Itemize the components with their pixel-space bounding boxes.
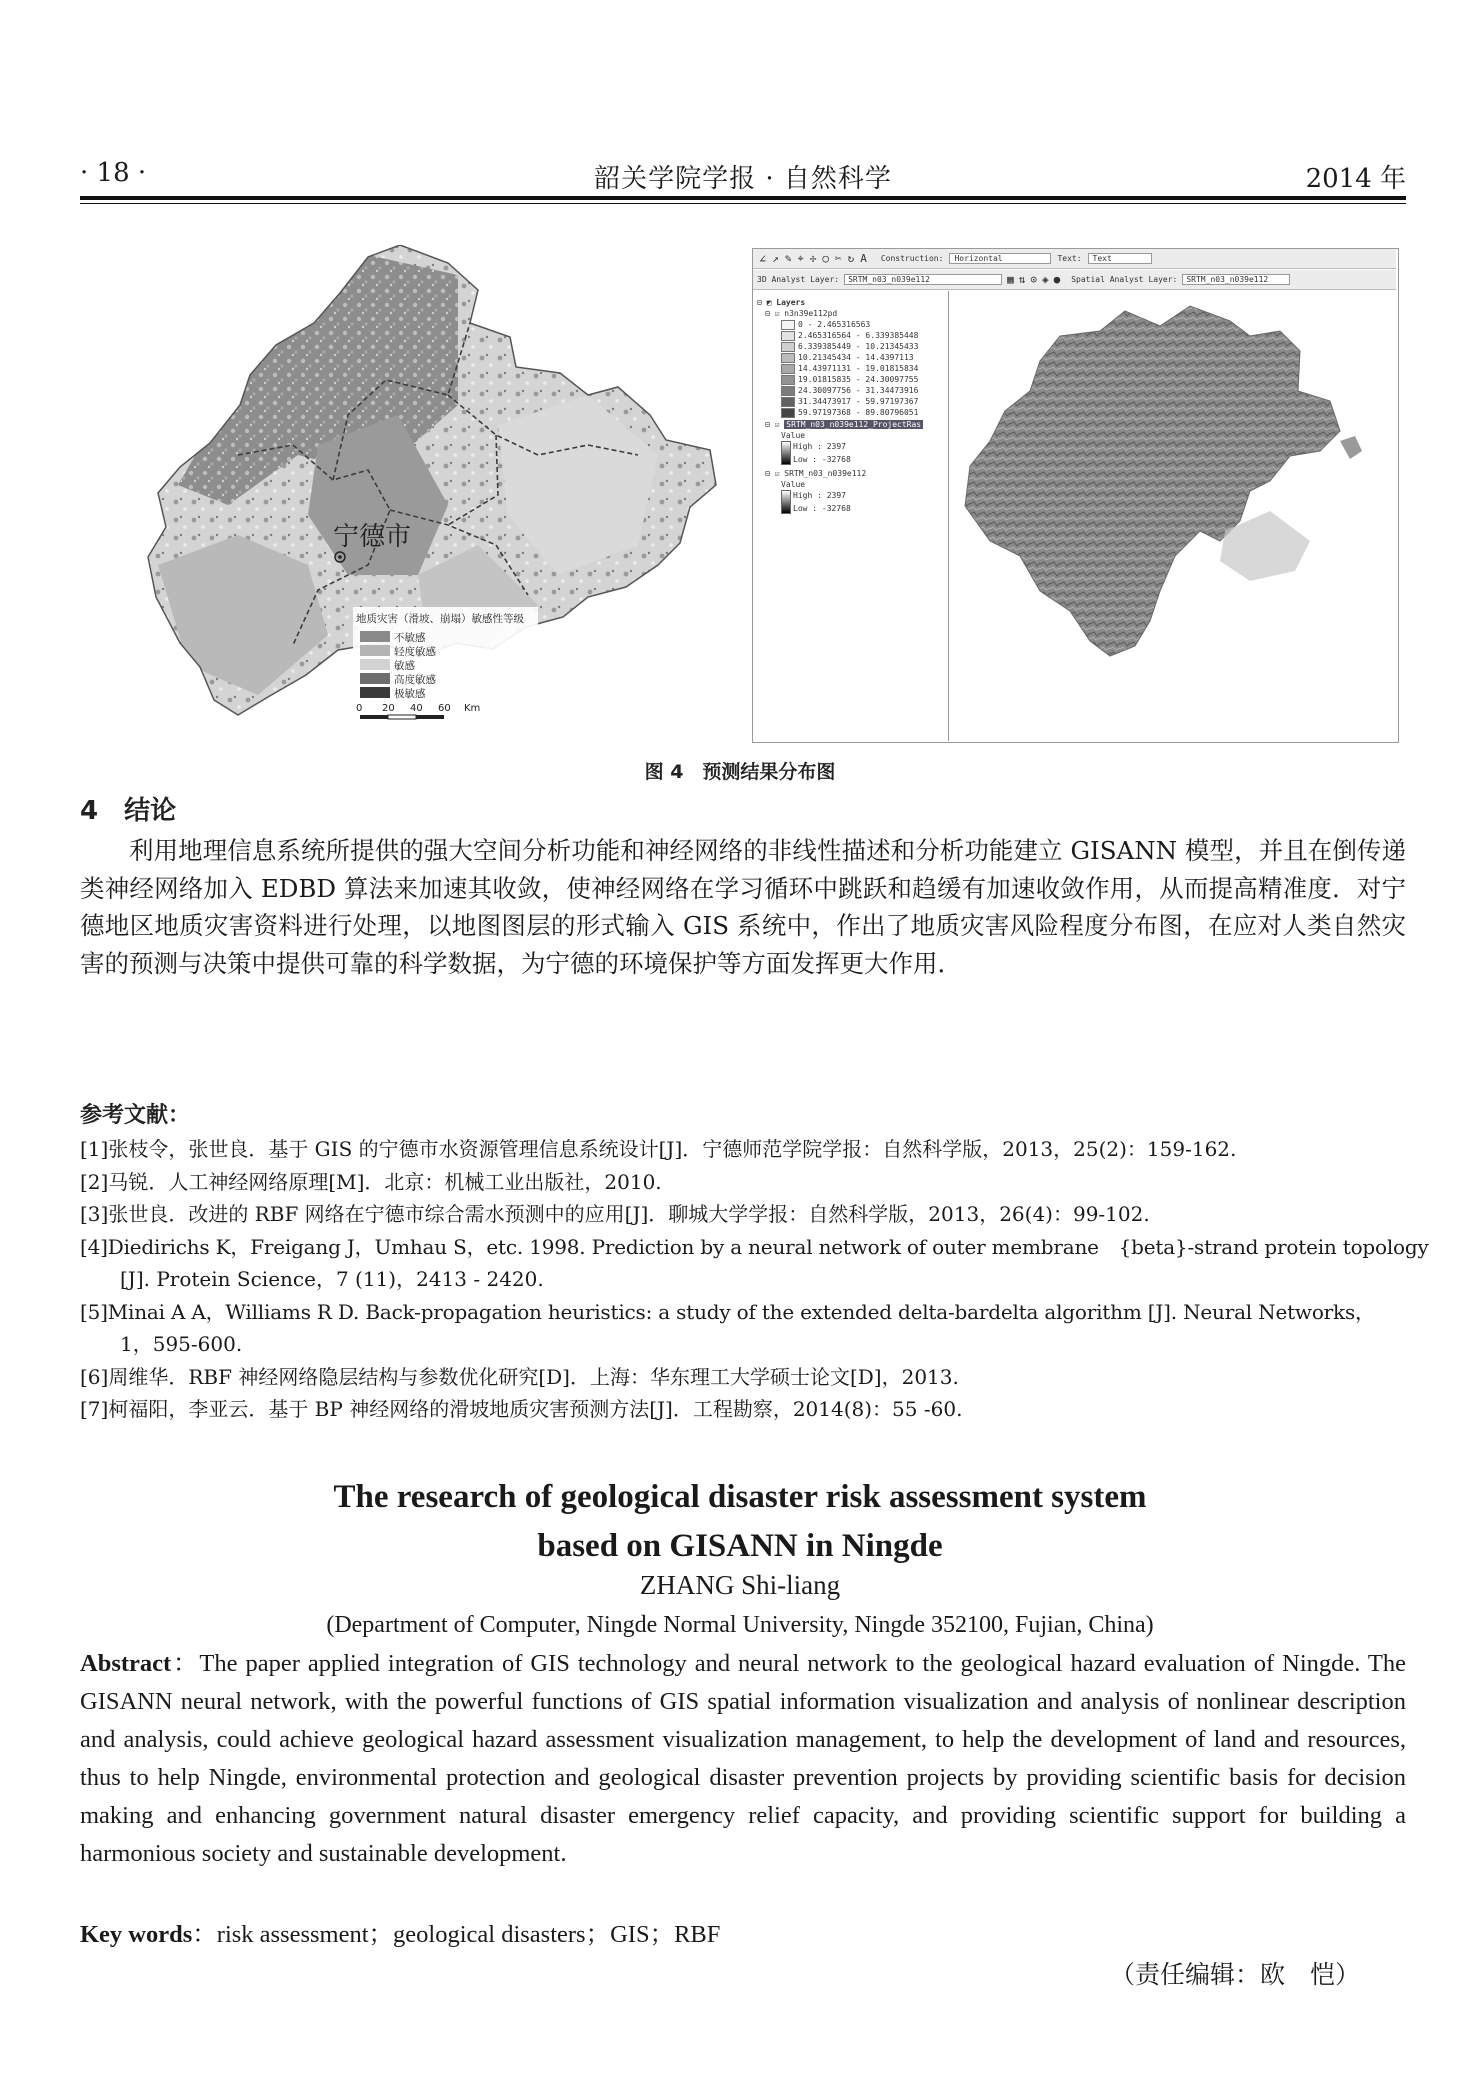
toc-class-item: [781, 319, 944, 330]
abstract-text: ：The paper applied integration of GIS technology and neural network to the geological hazard evaluation of Ningde. The GISANN neural network, with the powerful functions of GIS spatial information visualization and analysis of nonlinear description and analysis, could achieve geological hazard assessment visualization management, to help the development of land and resources, thus to help Ningde, environmental protection and geological disaster prevention projects by providing scientific basis for decision making and enhancing government natural disaster emergency relief capacity, and providing scientific support for building a harmonious society and sustainable development.: [80, 1650, 1406, 1867]
legend-label: 轻度敏感: [394, 646, 436, 658]
reference-item: [2]马锐．人工神经网络原理[M]．北京：机械工业出版社，2010.: [80, 1169, 662, 1194]
reference-item: [6]周维华．RBF 神经网络隐层结构与参数优化研究[D]．上海：华东理工大学硕士论文[D]，2013.: [80, 1364, 959, 1389]
value-ramp: [781, 441, 791, 465]
map-legend: [353, 607, 538, 735]
class-swatch: [781, 397, 795, 407]
scale-tick: Km: [464, 703, 481, 714]
abstract-label: Abstract: [80, 1650, 172, 1677]
class-swatch: [781, 375, 795, 385]
table-of-contents: [753, 291, 949, 741]
journal-year: 2014 年: [1305, 164, 1406, 194]
class-swatch: [781, 364, 795, 374]
toc-class-item: [781, 330, 944, 341]
legend-label: 高度敏感: [394, 674, 436, 686]
layer2-label: Layer:: [1148, 275, 1178, 284]
class-label: 59.97197368 - 89.80796051: [798, 408, 919, 417]
checkbox-icon[interactable]: ⊟ ☑: [765, 469, 785, 478]
split-icon[interactable]: ✂: [834, 252, 842, 265]
toc-layer3[interactable]: ⊟ ☑ SRTM_n03_n039e112: [765, 469, 867, 478]
running-header: [80, 158, 1406, 194]
reference-item: [7]柯福阳，李亚云．基于 BP 神经网络的滑坡地质灾害预测方法[J]．工程勘察，2014(8)：55 -60.: [80, 1397, 963, 1421]
legend-label: 不敏感: [394, 632, 426, 644]
class-label: 10.21345434 - 14.4397113: [798, 353, 914, 362]
legend-swatch: [360, 673, 390, 684]
page-number: · 18 ·: [80, 158, 147, 188]
legend-swatch: [360, 645, 390, 656]
class-swatch: [781, 408, 795, 418]
section-heading: 4 结论: [80, 796, 177, 826]
sensitivity-map: [118, 245, 720, 745]
value-label: Value: [781, 431, 806, 440]
reference-item: [5]Minai A A，Williams R D. Back-propagation heuristics: a study of the extended delta-bardelta algorithm [J]. Neural Networks，: [80, 1299, 1375, 1324]
toc-layer2[interactable]: ⊟ ☑ SRTM_n03_n039e112_ProjectRas: [765, 420, 922, 429]
dem-map-canvas[interactable]: [950, 291, 1396, 741]
class-label: 24.30097756 - 31.34473916: [798, 386, 919, 395]
profile-graph-icon[interactable]: ◈: [1041, 273, 1049, 286]
toc-class-item: [781, 396, 944, 407]
sketch-icon[interactable]: ✢: [809, 252, 817, 265]
rotate-icon[interactable]: ↻: [847, 252, 855, 265]
english-author: ZHANG Shi-liang: [639, 1570, 841, 1600]
class-swatch: [781, 331, 795, 341]
line-of-sight-icon[interactable]: ⊙: [1030, 273, 1037, 286]
class-label: 2.465316564 - 6.339385448: [798, 331, 919, 340]
low-label: Low : -32768: [793, 455, 851, 464]
scale-tick: 60: [438, 703, 451, 714]
value-label: Value: [781, 480, 806, 489]
layers-icon: ⊟ ◩: [757, 298, 777, 307]
high-label: High : 2397: [793, 491, 846, 500]
reference-item-continued: [J]. Protein Science，7 (11)，2413 - 2420.: [120, 1267, 544, 1291]
editor-note: （责任编辑：欧 恺）: [1110, 1960, 1361, 1989]
high-label: High : 2397: [793, 442, 846, 451]
scale-tick: 0: [356, 703, 363, 714]
legend-label: 敏感: [394, 660, 415, 672]
english-abstract: [80, 1645, 1406, 1873]
class-label: 19.01815835 - 24.30097755: [798, 375, 919, 384]
reference-item: [4]Diedirichs K，Freigang J，Umhau S，etc. 1998. Prediction by a neural network of outer membrane {beta}-strand protein topology: [80, 1234, 1429, 1259]
class-swatch: [781, 320, 795, 330]
legend-label: 极敏感: [394, 688, 426, 700]
keywords-text: ：risk assessment；geological disasters；GIS；RBF: [192, 1921, 721, 1948]
legend-title: 地质灾害（滑坡、崩塌）敏感性等级: [356, 613, 524, 625]
figure-caption: 图 4 预测结果分布图: [644, 761, 836, 783]
draw-toolbar: [753, 249, 1396, 269]
conclusion-paragraph: 利用地理信息系统所提供的强大空间分析功能和神经网络的非线性描述和分析功能建立 GISANN 模型，并且在倒传递类神经网络加入 EDBD 算法来加速其收敛，使神经网络在学习循环中跳跃和趋缓有加速收敛作用，从而提高精准度．对宁德地区地质灾害资料进行处理，以地图图层的形式输入 GIS 系统中，作出了地质灾害风险程度分布图，在应对人类自然灾害的预测与决策中提供可靠的科学数据，为宁德的环境保护等方面发挥更大作用．: [80, 836, 1406, 978]
class-swatch: [781, 353, 795, 363]
class-label: 14.43971131 - 19.01815834: [798, 364, 919, 373]
toc-root[interactable]: ⊟ ◩ Layers: [757, 298, 806, 307]
header-rule-thick: [80, 196, 1406, 200]
class-label: 31.34473917 - 59.97197367: [798, 397, 919, 406]
toc-class-item: [781, 374, 944, 385]
contour-icon[interactable]: ▦: [1007, 273, 1014, 286]
circle-icon[interactable]: ○: [822, 252, 829, 265]
layer2-select[interactable]: SRTM_n03_n039e112: [1182, 274, 1290, 285]
english-keywords: [80, 1915, 720, 1950]
toc-class-item: [781, 407, 944, 418]
legend-swatch: [360, 687, 390, 698]
text-input[interactable]: Text: [1088, 253, 1152, 264]
toc-class-item: [781, 352, 944, 363]
reference-list: [80, 1133, 1429, 1426]
keywords-label: Key words: [80, 1921, 193, 1948]
construction-select[interactable]: Horizontal: [949, 253, 1051, 264]
value-ramp: [781, 490, 791, 514]
draw-line-icon[interactable]: ∠: [759, 251, 767, 266]
text-a-icon[interactable]: A: [860, 252, 867, 265]
analyst-toolbar: [753, 270, 1396, 290]
spatial-analyst-menu[interactable]: Spatial Analyst: [1071, 275, 1144, 284]
layer-label: Layer:: [810, 275, 840, 284]
scale-tick: 40: [410, 703, 423, 714]
english-affiliation: (Department of Computer, Ningde Normal University, Ningde 352100, Fujian, China): [326, 1612, 1154, 1638]
class-label: 6.339385449 - 10.21345433: [798, 342, 919, 351]
3d-analyst-menu[interactable]: 3D Analyst: [757, 275, 806, 284]
pen-icon[interactable]: ✎: [784, 252, 792, 265]
toc-class-item: [781, 363, 944, 374]
arrow-icon[interactable]: ↗: [772, 252, 779, 265]
gis-window: [752, 248, 1399, 743]
scale-tick: 20: [382, 703, 395, 714]
checkbox-icon[interactable]: ⊟ ☑: [765, 420, 785, 429]
journal-name: 韶关学院学报 · 自然科学: [594, 164, 892, 194]
construction-label: Construction:: [880, 254, 944, 263]
class-label: 0 - 2.465316563: [798, 320, 871, 329]
low-label: Low : -32768: [793, 504, 851, 513]
edit-vertex-icon[interactable]: ⌖: [797, 251, 804, 265]
header-rule-thin: [80, 203, 1406, 204]
references-heading: 参考文献：: [80, 1103, 191, 1128]
english-title: The research of geological disaster risk assessment system based on GISANN in Ningde: [333, 1479, 1147, 1564]
checkbox-icon[interactable]: ⊟ ☑: [765, 309, 785, 318]
city-label: 宁德市: [333, 522, 412, 552]
steepest-path-icon[interactable]: ⇅: [1018, 273, 1026, 286]
reference-item: [3]张世良．改进的 RBF 网络在宁德市综合需水预测中的应用[J]．聊城大学学报：自然科学版，2013，26(4)：99-102.: [80, 1202, 1150, 1226]
text-label: Text:: [1057, 254, 1082, 263]
class-swatch: [781, 386, 795, 396]
toc-layer1[interactable]: ⊟ ☑ n3n39e112pd: [765, 309, 838, 318]
layer-select[interactable]: SRTM_n03_n039e112: [844, 274, 1002, 285]
toc-class-item: [781, 341, 944, 352]
toc-class-item: [781, 385, 944, 396]
class-swatch: [781, 342, 795, 352]
reference-item: [1]张枝令，张世良．基于 GIS 的宁德市水资源管理信息系统设计[J]．宁德师范学院学报：自然科学版，2013，25(2)：159-162.: [80, 1137, 1237, 1161]
reference-item-continued: 1，595-600.: [120, 1332, 243, 1356]
legend-swatch: [360, 659, 390, 670]
globe-icon[interactable]: ●: [1053, 273, 1061, 286]
legend-swatch: [360, 631, 390, 642]
